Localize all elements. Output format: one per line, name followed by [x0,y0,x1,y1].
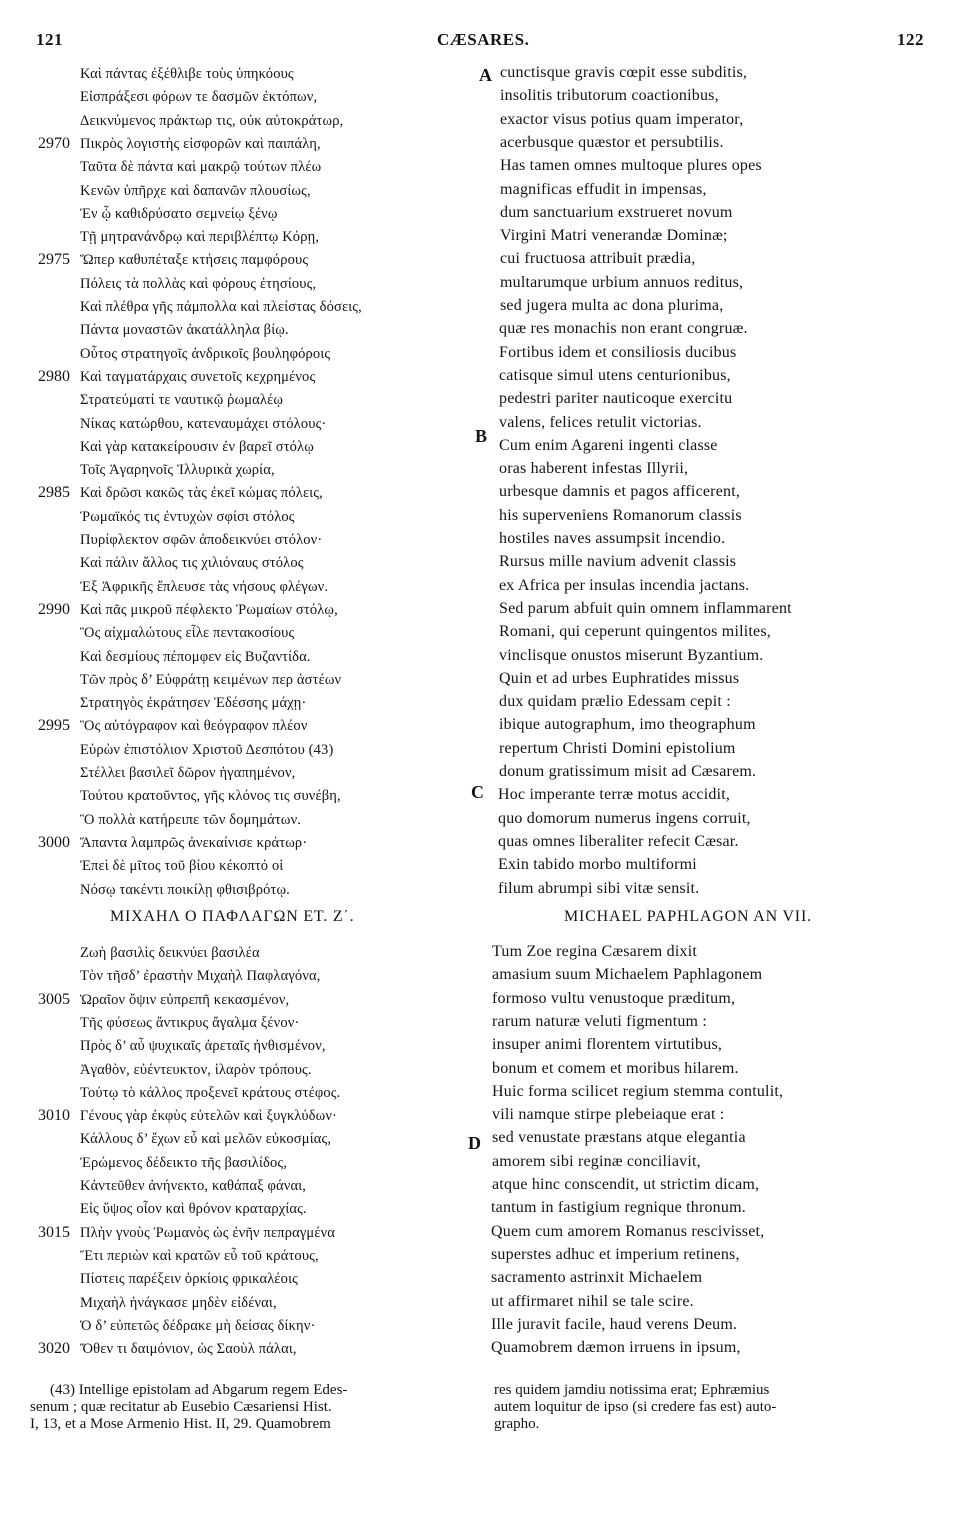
greek-verse-line: Πάντα μοναστῶν ἀκατάλληλα βίῳ. [80,322,289,339]
greek-verse-line: Τούτῳ τὸ κάλλος προξενεῖ κράτους στέφος. [80,1084,341,1101]
footnote-line: autem loquitur de ipso (si credere fas est) auto- [494,1399,777,1415]
line-number: 2985 [38,484,70,502]
latin-verse-line: dum sanctuarium exstrueret novum [500,203,733,221]
footnote-line: senum ; quæ recitatur ab Eusebio Cæsariensi Hist. [30,1399,332,1415]
page-number-left: 121 [36,30,63,49]
latin-verse-line: ex Africa per insulas incendia jactans. [499,576,750,594]
greek-verse-line: Τὸν τῆσδ’ ἐραστὴν Μιχαὴλ Παφλαγόνα, [80,968,321,985]
latin-verse-line: sed venustate præstans atque elegantia [492,1129,746,1147]
footnote-line: (43) Intellige epistolam ad Abgarum regem Edes- [50,1382,348,1398]
line-number: 2995 [38,717,70,735]
running-title: CÆSARES. [437,30,530,49]
greek-verse-line: Ἐξ Ἀφρικῆς ἔπλευσε τὰς νήσους φλέγων. [80,578,329,595]
latin-verse-line: sed jugera multa ac dona plurima, [500,297,724,314]
greek-verse-line: Τοῖς Ἀγαρηνοῖς Ἰλλυρικὰ χωρία, [80,462,275,479]
latin-verse-line: Quin et ad urbes Euphratides missus [499,669,740,687]
greek-verse-line: Τῆς φύσεως ἄντικρυς ἄγαλμα ξένον· [80,1014,300,1031]
latin-verse-line: quæ res monachis non erant congruæ. [499,320,748,338]
greek-verse-line: Καὶ ταγματάρχαις συνετοῖς κεχρημένος [80,368,316,385]
latin-verse-line: bonum et comem et moribus hilarem. [492,1059,739,1077]
greek-verse-line: Κάλλους δ’ ἔχων εὖ καὶ μελῶν εὐκοσμίας, [80,1131,332,1148]
greek-verse-line: Καὶ πάλιν ἄλλος τις χιλιόναυς στόλος [80,555,304,572]
latin-verse-line: amorem sibi reginæ conciliavit, [492,1152,701,1170]
greek-verse-line: Κἀντεῦθεν ἀνήνεκτο, καθάπαξ φάναι, [80,1178,307,1194]
greek-verse-line: Πυρίφλεκτον σφῶν ἀποδεικνύει στόλον· [80,532,323,548]
latin-verse-line: sacramento astrinxit Michaelem [491,1269,703,1287]
greek-verse-line: Πίστεις παρέξειν ὁρκίοις φρικαλέοις [80,1271,299,1288]
greek-verse-line: Τούτου κρατοῦντος, γῆς κλόνος τις συνέβη, [80,788,341,805]
line-number: 3005 [38,990,70,1008]
latin-verse-line: pedestri pariter nauticoque exercitu [499,390,733,408]
margin-marker-a: A [479,65,492,85]
greek-verse-line: Ταῦτα δὲ πάντα καὶ μακρῷ τούτων πλέω [80,159,322,176]
latin-verse-line: amasium suum Michaelem Paphlagonem [492,966,763,984]
latin-verse-line: filum abrumpi sibi vitæ sensit. [498,879,700,897]
line-number: 2990 [38,600,70,618]
latin-verse-line: superstes adhuc et imperium retinens, [491,1245,740,1263]
greek-verse-line: Ἀγαθὸν, εὐέντευκτον, ἱλαρὸν τρόπους. [80,1061,312,1078]
greek-verse-line: Καὶ πλέθρα γῆς πάμπολλα καὶ πλείστας δόσεις, [80,299,362,315]
latin-verse-line: Romani, qui ceperunt quingentos milites, [499,623,771,641]
greek-verse-line: Μιχαὴλ ἠνάγκασε μηδὲν εἰδέναι, [80,1294,277,1311]
greek-verse-line: Ὃς αἰχμαλώτους εἷλε πεντακοσίους [80,625,295,642]
latin-verse-line: multarumque urbium annuos reditus, [500,273,744,291]
greek-verse-line: Δεικνύμενος πράκτωρ τις, οὐκ αὐτοκράτωρ, [80,112,344,129]
line-number: 3015 [38,1223,70,1241]
latin-verse-line: cunctisque gravis cœpit esse subditis, [500,64,748,81]
latin-verse-line: insuper animi florentem virtutibus, [492,1036,723,1054]
latin-verse-line: urbesque damnis et pagos afficerent, [499,483,741,501]
latin-verse-line: Rursus mille navium advenit classis [499,553,737,571]
greek-verse-line: Ὃς αὐτόγραφον καὶ θεόγραφον πλέον [80,718,308,735]
greek-verse-line: Ὅθεν τι δαιμόνιον, ὡς Σαοὺλ πάλαι, [80,1341,297,1358]
greek-verse-line: Ὥπερ καθυπέταξε κτήσεις παμφόρους [80,252,309,269]
latin-verse-line: magnificas effudit in impensas, [500,180,707,198]
latin-verse-line: vinclisque onustos miserunt Byzantium. [499,646,764,664]
latin-verse-line: formoso vultu venustoque præditum, [492,989,736,1007]
latin-verse-line: Ille juravit facile, haud verens Deum. [491,1315,738,1333]
latin-verse-line: acerbusque quæstor et persubtilis. [500,133,724,151]
greek-verse-line: Ὁ δ’ εὐπετῶς δέδρακε μὴ δείσας δίκην· [80,1317,316,1334]
latin-verse-line: rarum naturæ veluti figmentum : [492,1012,708,1030]
latin-verse-line: Hoc imperante terræ motus accidit, [498,786,731,804]
greek-verse-line: Ῥωμαϊκός τις ἐντυχὼν σφίσι στόλος [80,508,295,525]
latin-verse-line: catisque simul utens centurionibus, [499,366,731,384]
line-number: 2980 [38,367,70,385]
line-number: 2970 [38,134,70,152]
latin-verse-line: hostiles naves assumpsit incendio. [499,530,726,547]
latin-verse-line: repertum Christi Domini epistolium [499,739,736,757]
greek-verse-line: Καὶ πάντας ἐξέθλιβε τοὺς ὑπηκόους [80,66,294,82]
greek-verse-line: Ἐρώμενος δέδεικτο τῆς βασιλίδος, [80,1154,288,1171]
greek-verse-line: Νίκας κατώρθου, κατεναυμάχει στόλους· [80,415,327,432]
section-heading-latin: MICHAEL PAPHLAGON AN VII. [564,908,812,925]
latin-verse-line: ut affirmaret nihil se tale scire. [491,1292,694,1310]
greek-verse-line: Πρὸς δ’ αὖ ψυχικαῖς ἀρεταῖς ἠνθισμένον, [80,1038,326,1055]
greek-verse-line: Ἔτι περιὼν καὶ κρατῶν εὖ τοῦ κράτους, [80,1247,319,1264]
greek-verse-line: Καὶ δρῶσι κακῶς τὰς ἐκεῖ κώμας πόλεις, [80,485,323,502]
greek-verse-line: Στέλλει βασιλεῖ δῶρον ἠγαπημένον, [80,765,296,781]
greek-verse-line: Τῶν πρὸς δ’ Εὐφράτῃ κειμένων περ ἀστέων [80,671,342,688]
line-number: 3000 [38,833,70,851]
greek-verse-line: Νόσῳ τακέντι ποικίλῃ φθισιβρότῳ. [80,881,290,898]
greek-verse-line: Στρατηγὸς ἐκράτησεν Ἐδέσσης μάχῃ· [80,695,307,712]
latin-verse-line: ibique autographum, imo theographum [499,716,756,734]
latin-verse-line: quas omnes liberaliter refecit Cæsar. [498,832,739,850]
greek-verse-line: Πλὴν γνοὺς Ῥωμανὸς ὡς ἐνῆν πεπραγμένα [80,1224,336,1241]
latin-verse-line: exactor visus potius quam imperator, [500,110,744,128]
greek-verse-line: Εὑρὼν ἐπιστόλιον Χριστοῦ Δεσπότου (43) [80,741,334,758]
footnote-line: grapho. [494,1416,540,1432]
line-number: 3010 [38,1107,70,1125]
latin-verse-line: cui fructuosa attribuit prædia, [500,250,696,268]
line-number: 3020 [38,1340,70,1358]
latin-verse-line: tantum in fastigium regnique thronum. [491,1199,746,1217]
latin-verse-line: insolitis tributorum coactionibus, [500,87,719,105]
greek-verse-line: Οὗτος στρατηγοῖς ἀνδρικοῖς βουληφόροις [80,345,331,362]
greek-verse-line: Τῇ μητρανάνδρῳ καὶ περιβλέπτῳ Κόρῃ, [80,229,320,246]
margin-marker-c: C [471,782,484,802]
footnote-left [30,1382,347,1433]
latin-verse-line: his superveniens Romanorum classis [499,506,742,524]
latin-verse-line: Has tamen omnes multoque plures opes [500,157,762,175]
latin-verse-line: Quem cum amorem Romanus rescivisset, [491,1222,765,1240]
latin-verse-line: vili namque stirpe plebeiaque erat : [492,1106,725,1124]
greek-verse-line: Κενῶν ὑπῆρχε καὶ δαπανῶν πλουσίως, [80,182,311,199]
footnote-line: res quidem jamdiu notissima erat; Ephræmius [494,1382,770,1398]
latin-verse-line: donum gratissimum misit ad Cæsarem. [499,763,757,780]
greek-verse-line: Ὡραῖον ὄψιν εὐπρεπῆ κεκασμένον, [80,991,290,1008]
page-number-right: 122 [897,30,924,49]
greek-verse-line: Ἐπεὶ δὲ μῖτος τοῦ βίου κέκοπτό οἱ [80,858,284,875]
latin-verse-line: Sed parum abfuit quin omnem inflammarent [499,599,792,617]
latin-verse-line: quo domorum numerus ingens corruit, [498,809,751,827]
latin-verse-line: oras haberent infestas Illyrii, [499,460,689,478]
greek-verse-line: Καὶ πᾶς μικροῦ πέφλεκτο Ῥωμαίων στόλῳ, [80,601,338,618]
latin-verse-line: Cum enim Agareni ingenti classe [499,436,718,454]
latin-verse-line: Virgini Matri venerandæ Dominæ; [500,227,728,245]
line-number: 2975 [38,251,70,269]
greek-verse-line: Εἰς ὕψος οἷον καὶ θρόνον κραταρχίας. [80,1201,307,1218]
latin-verse-line: atque hinc conscendit, ut strictim dicam, [492,1176,760,1193]
section-heading-greek: ΜΙΧΑΗΛ Ο ΠΑΦΛΑΓΩΝ ΕΤ. Ζ΄. [110,908,355,925]
footnote-right [494,1382,776,1433]
greek-verse-line: Στρατεύματί τε ναυτικῷ ῥωμαλέῳ [80,392,284,409]
greek-verse-line: Καὶ γὰρ κατακείρουσιν ἐν βαρεῖ στόλῳ [80,438,314,455]
greek-verse-line: Γένους γὰρ ἐκφὺς εὐτελῶν καὶ ξυγκλύδων· [80,1108,338,1125]
greek-verse-line: Ὃ πολλὰ κατήρειπε τῶν δομημάτων. [80,811,302,828]
greek-verse-line: Ἐν ᾧ καθιδρύσατο σεμνείῳ ξένῳ [80,205,278,222]
latin-verse-line: Huic forma scilicet regium stemma contulit, [492,1082,784,1100]
greek-verse-line: Πικρὸς λογιστὴς εἰσφορῶν καὶ παιπάλη, [80,135,321,152]
margin-marker-b: B [475,426,488,446]
latin-verse-line: Tum Zoe regina Cæsarem dixit [492,943,697,960]
greek-verse-line: Καὶ δεσμίους πέπομφεν εἰς Βυζαντίδα. [80,648,311,665]
latin-verse-line: dux quidam prælio Edessam cepit : [499,693,731,711]
latin-verse-line: Fortibus idem et consiliosis ducibus [499,343,737,361]
latin-verse-line: valens, felices retulit victorias. [499,413,702,431]
latin-verse-line: Exin tabido morbo multiformi [498,856,697,874]
greek-verse-line: Ζωὴ βασιλὶς δεικνύει βασιλέα [80,945,260,961]
latin-verse-line: Quamobrem dæmon irruens in ipsum, [491,1339,741,1357]
margin-marker-d: D [468,1133,481,1153]
greek-verse-line: Εἰσπράξεσι φόρων τε δασμῶν ἐκτόπων, [80,89,318,106]
greek-verse-line: Ἅπαντα λαμπρῶς ἀνεκαίνισε κράτωρ· [80,834,308,851]
footnote-line: I, 13, et a Mose Armenio Hist. II, 29. Quamobrem [30,1416,331,1432]
greek-verse-line: Πόλεις τὰ πολλὰς καὶ φόρους ἐτησίους, [80,275,317,292]
